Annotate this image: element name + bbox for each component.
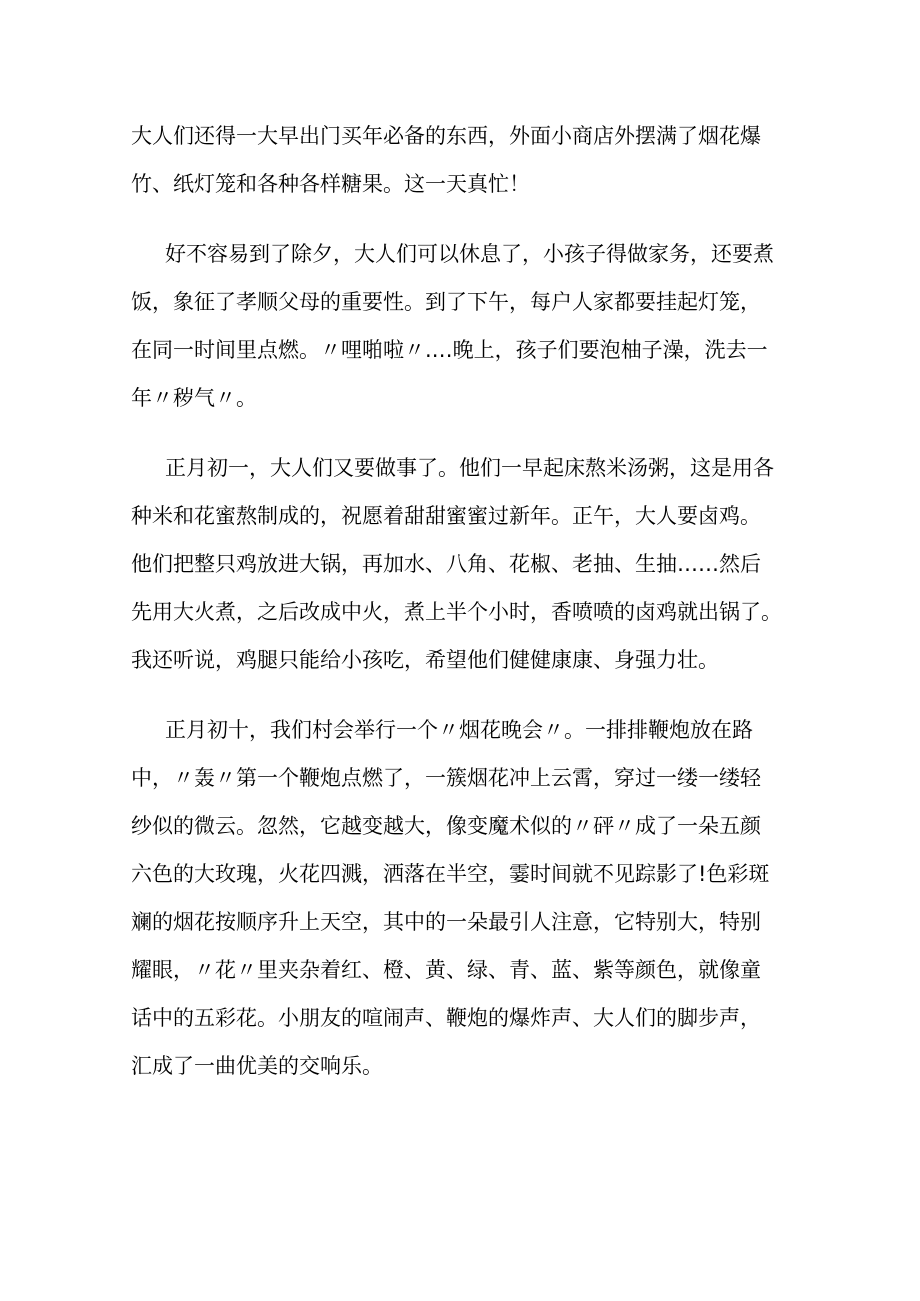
paragraph-gap <box>131 422 821 444</box>
text-line: 饭，象征了孝顺父母的重要性。到了下午，每户人家都要挂起灯笼， <box>131 290 761 314</box>
text-line: 话中的五彩花。小朋友的喧闹声、鞭炮的爆炸声、大人们的脚步声， <box>131 1006 761 1030</box>
paragraph-gap <box>131 684 821 706</box>
paragraph-gap <box>131 208 821 230</box>
text-line: 纱似的微云。忽然，它越变越大，像变魔术似的〃砰〃成了一朵五颜 <box>131 814 761 838</box>
text-line: 斓的烟花按顺序升上天空，其中的一朵最引人注意，它特别大，特别 <box>131 910 761 934</box>
text-line: 耀眼，〃花〃里夹杂着红、橙、黄、绿、青、蓝、紫等颜色，就像童 <box>131 958 761 982</box>
text-line: 中，〃轰〃第一个鞭炮点燃了，一簇烟花冲上云霄，穿过一缕一缕轻 <box>131 766 761 790</box>
text-line: 大人们还得一大早出门买年必备的东西，外面小商店外摆满了烟花爆 <box>131 124 761 148</box>
paragraph-1 <box>131 112 821 208</box>
text-line: 他们把整只鸡放进大锅，再加水、八角、花椒、老抽、生抽……然后 <box>131 552 761 576</box>
text-line: 种米和花蜜熬制成的，祝愿着甜甜蜜蜜过新年。正午，大人要卤鸡。 <box>131 504 761 528</box>
text-line: 汇成了一曲优美的交响乐。 <box>131 1054 383 1078</box>
text-line: 在同一时间里点燃。〃哩啪啦〃.…晚上，孩子们要泡柚子澡，洗去一 <box>131 338 768 362</box>
paragraph-2 <box>131 230 821 422</box>
document-body <box>131 112 821 1090</box>
text-line: 六色的大玫瑰，火花四溅，洒落在半空，霎时间就不见踪影了!色彩斑 <box>131 862 770 886</box>
paragraph-3 <box>131 444 821 684</box>
text-line: 正月初一，大人们又要做事了。他们一早起床熬米汤粥，这是用各 <box>165 456 774 480</box>
text-line: 好不容易到了除夕，大人们可以休息了，小孩子得做家务，还要煮 <box>165 242 774 266</box>
text-line: 年〃秽气〃。 <box>131 386 257 410</box>
text-line: 先用大火煮，之后改成中火，煮上半个小时，香喷喷的卤鸡就出锅了。 <box>131 600 782 624</box>
text-line: 竹、纸灯笼和各种各样糖果。这一天真忙！ <box>131 172 530 196</box>
text-line: 正月初十，我们村会举行一个〃烟花晚会〃。一排排鞭炮放在路 <box>165 718 753 742</box>
paragraph-4 <box>131 706 821 1090</box>
text-line: 我还听说，鸡腿只能给小孩吃，希望他们健健康康、身强力壮。 <box>131 648 719 672</box>
